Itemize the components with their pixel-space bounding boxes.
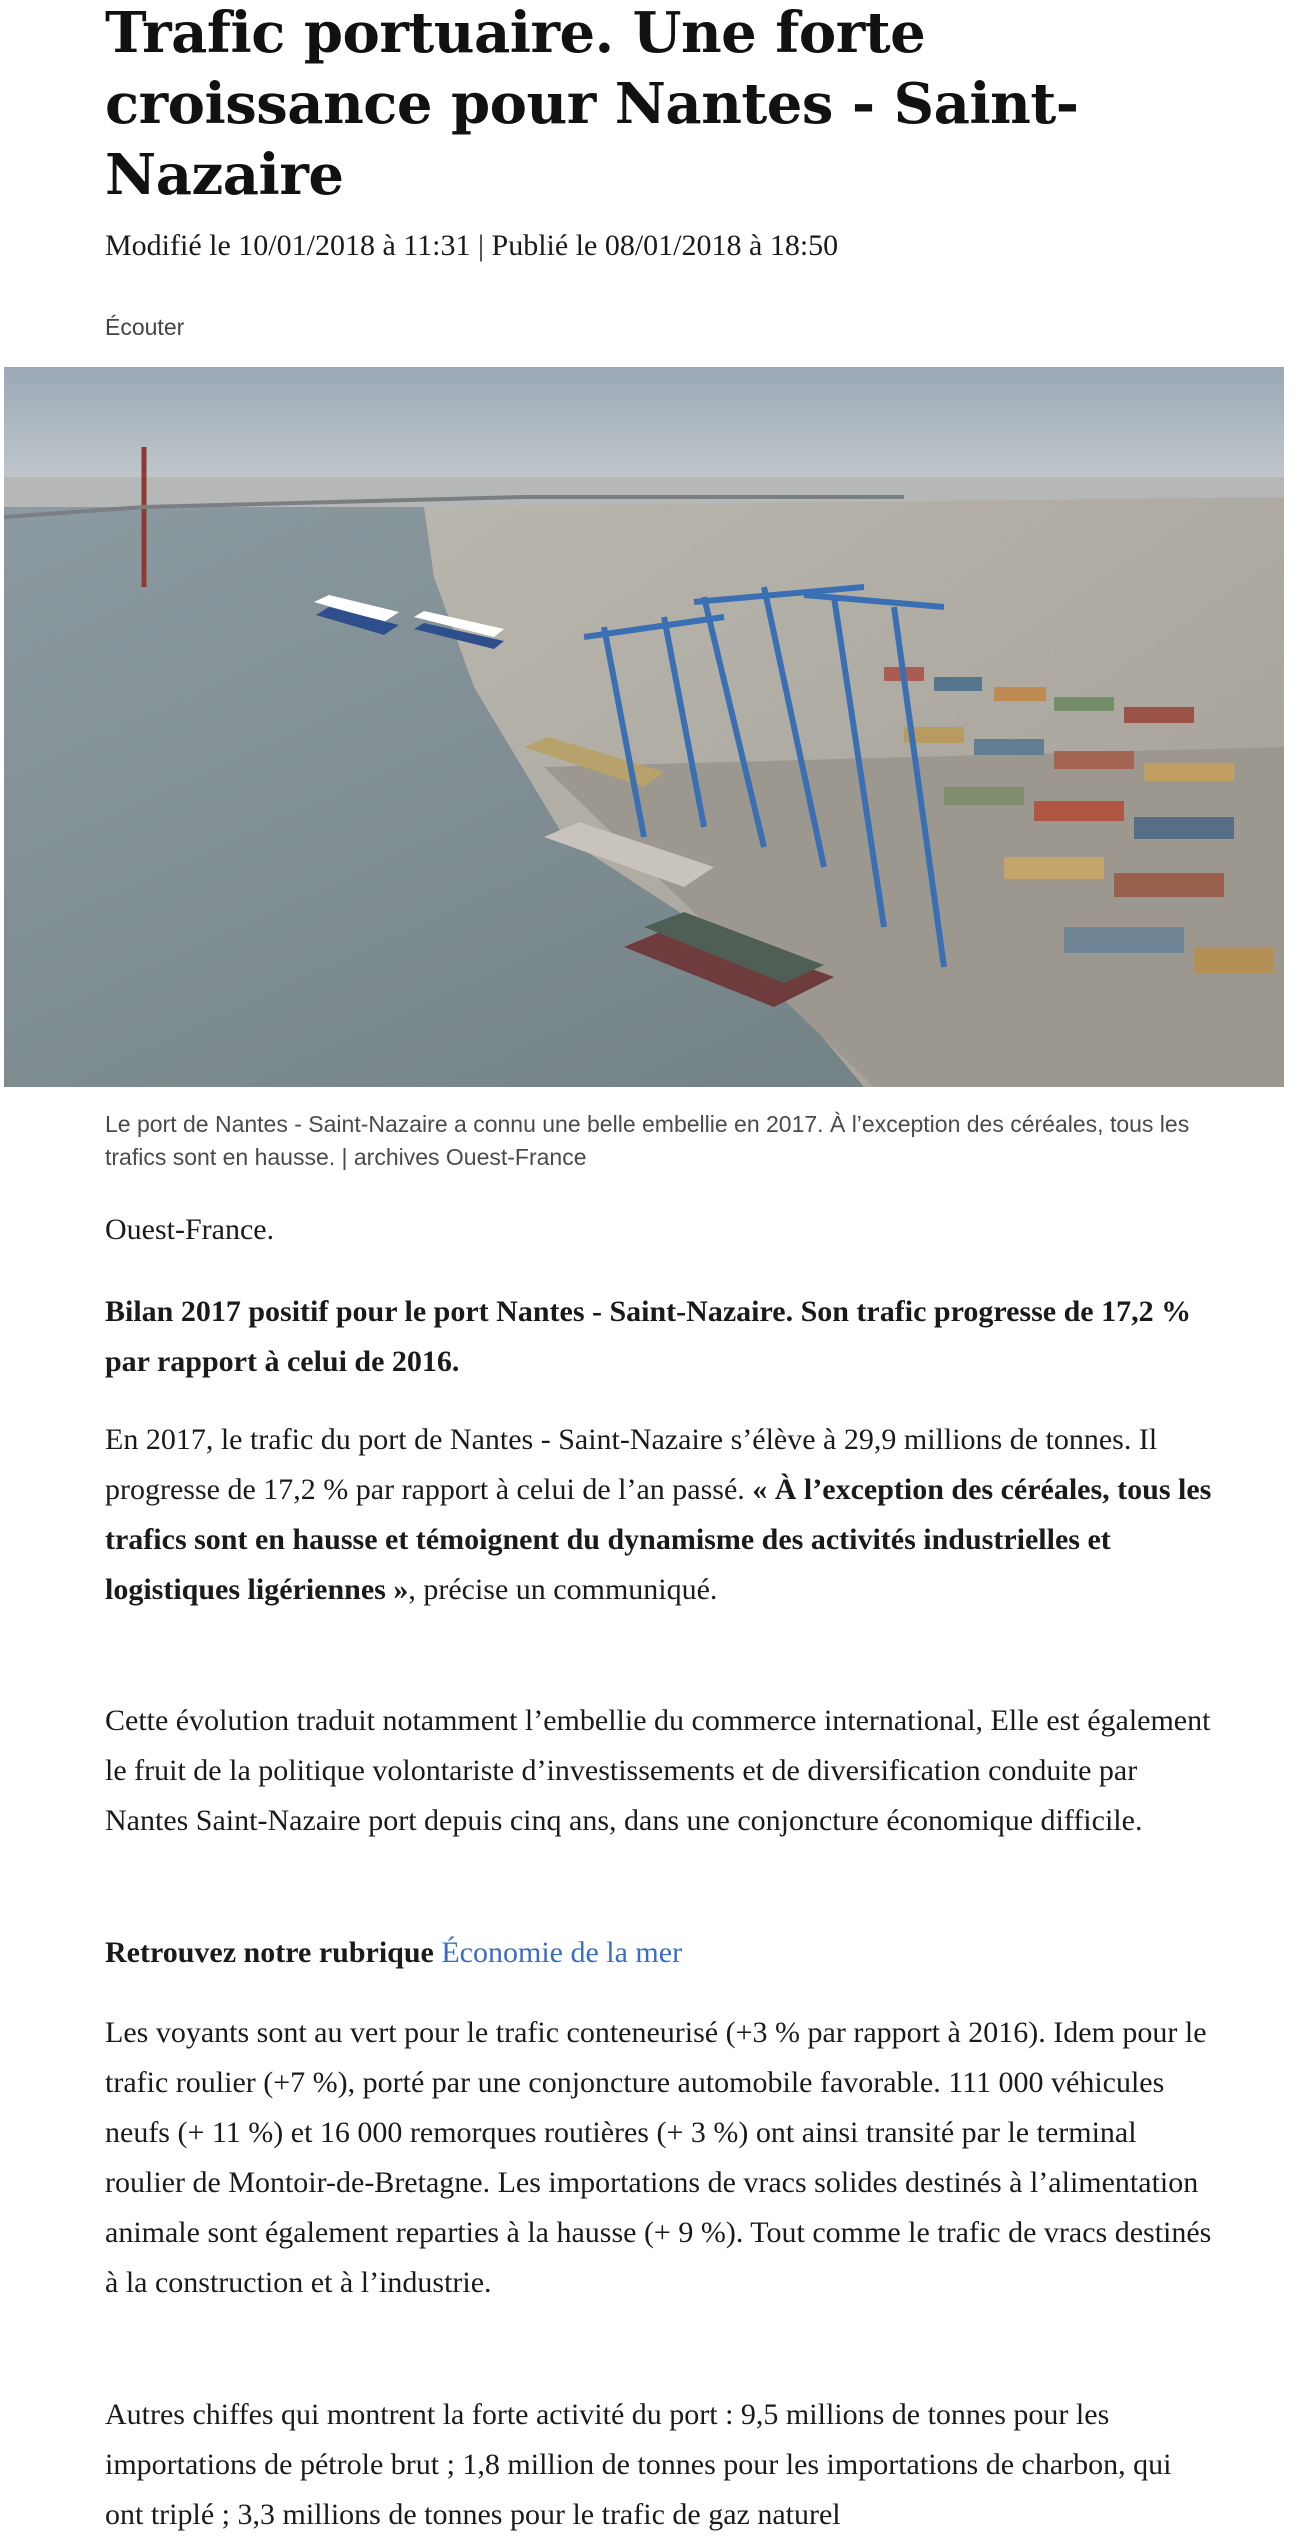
article-dates: Modifié le 10/01/2018 à 11:31 | Publié le 08/01/2018 à 18:50 <box>105 229 839 262</box>
article-lead: Bilan 2017 positif pour le port Nantes - Saint-Nazaire. Son trafic progresse de 17,2 % par rapport à celui de 2016. <box>105 1295 1192 1378</box>
paragraph-3: Les voyants sont au vert pour le trafic conteneurisé (+3 % par rapport à 2016). Idem pour le trafic roulier (+7 %), porté par une conjoncture automobile favorable. 111 000 véhicules neufs (+ 11 %) et 16 000 remorques routières (+ 3 %) ont ainsi transité par le terminal roulier de Montoir-de-Bretagne. Les importations de vracs solides destinés à l’alimentation animale sont également reparties à la hausse (+ 9 %). Tout comme le trafic de vracs destinés à la construction et à l’industrie. <box>105 2016 1212 2299</box>
rubric-line <box>105 1928 1215 1978</box>
paragraph-1-end: , précise un communiqué. <box>408 1573 718 1606</box>
rubric-link[interactable]: Économie de la mer <box>441 1936 683 1969</box>
article-photo <box>4 367 1284 1087</box>
listen-button[interactable]: Écouter <box>105 314 185 340</box>
article-title: Trafic portuaire. Une forte croissance pour Nantes - Saint-Nazaire <box>105 0 1079 208</box>
paragraph-1 <box>105 1415 1215 1615</box>
article-source: Ouest-France. <box>105 1213 275 1246</box>
paragraph-1-quote: « À l’exception des céréales, tous les trafics sont en hausse et témoignent du dynamisme des activités industrielles et logistiques ligériennes » <box>105 1473 1212 1606</box>
rubric-label: Retrouvez notre rubrique <box>105 1936 442 1969</box>
paragraph-4: Autres chiffes qui montrent la forte activité du port : 9,5 millions de tonnes pour les importations de pétrole brut ; 1,8 million de tonnes pour les importations de charbon, qui ont triplé ; 3,3 millions de tonnes pour le trafic de gaz naturel <box>105 2398 1172 2531</box>
paragraph-2: Cette évolution traduit notamment l’embellie du commerce international, Elle est également le fruit de la politique volontariste d’investissements et de diversification conduite par Nantes Saint-Nazaire port depuis cinq ans, dans une conjoncture économique difficile. <box>105 1704 1211 1837</box>
paragraph-1-start: En 2017, le trafic du port de Nantes - Saint-Nazaire s’élève à 29,9 millions de tonnes. Il progresse de 17,2 % par rapport à celui de l’an passé. <box>105 1423 1158 1506</box>
photo-caption: Le port de Nantes - Saint-Nazaire a connu une belle embellie en 2017. À l’exception des céréales, tous les trafics sont en hausse. | archives Ouest-France <box>105 1111 1190 1170</box>
